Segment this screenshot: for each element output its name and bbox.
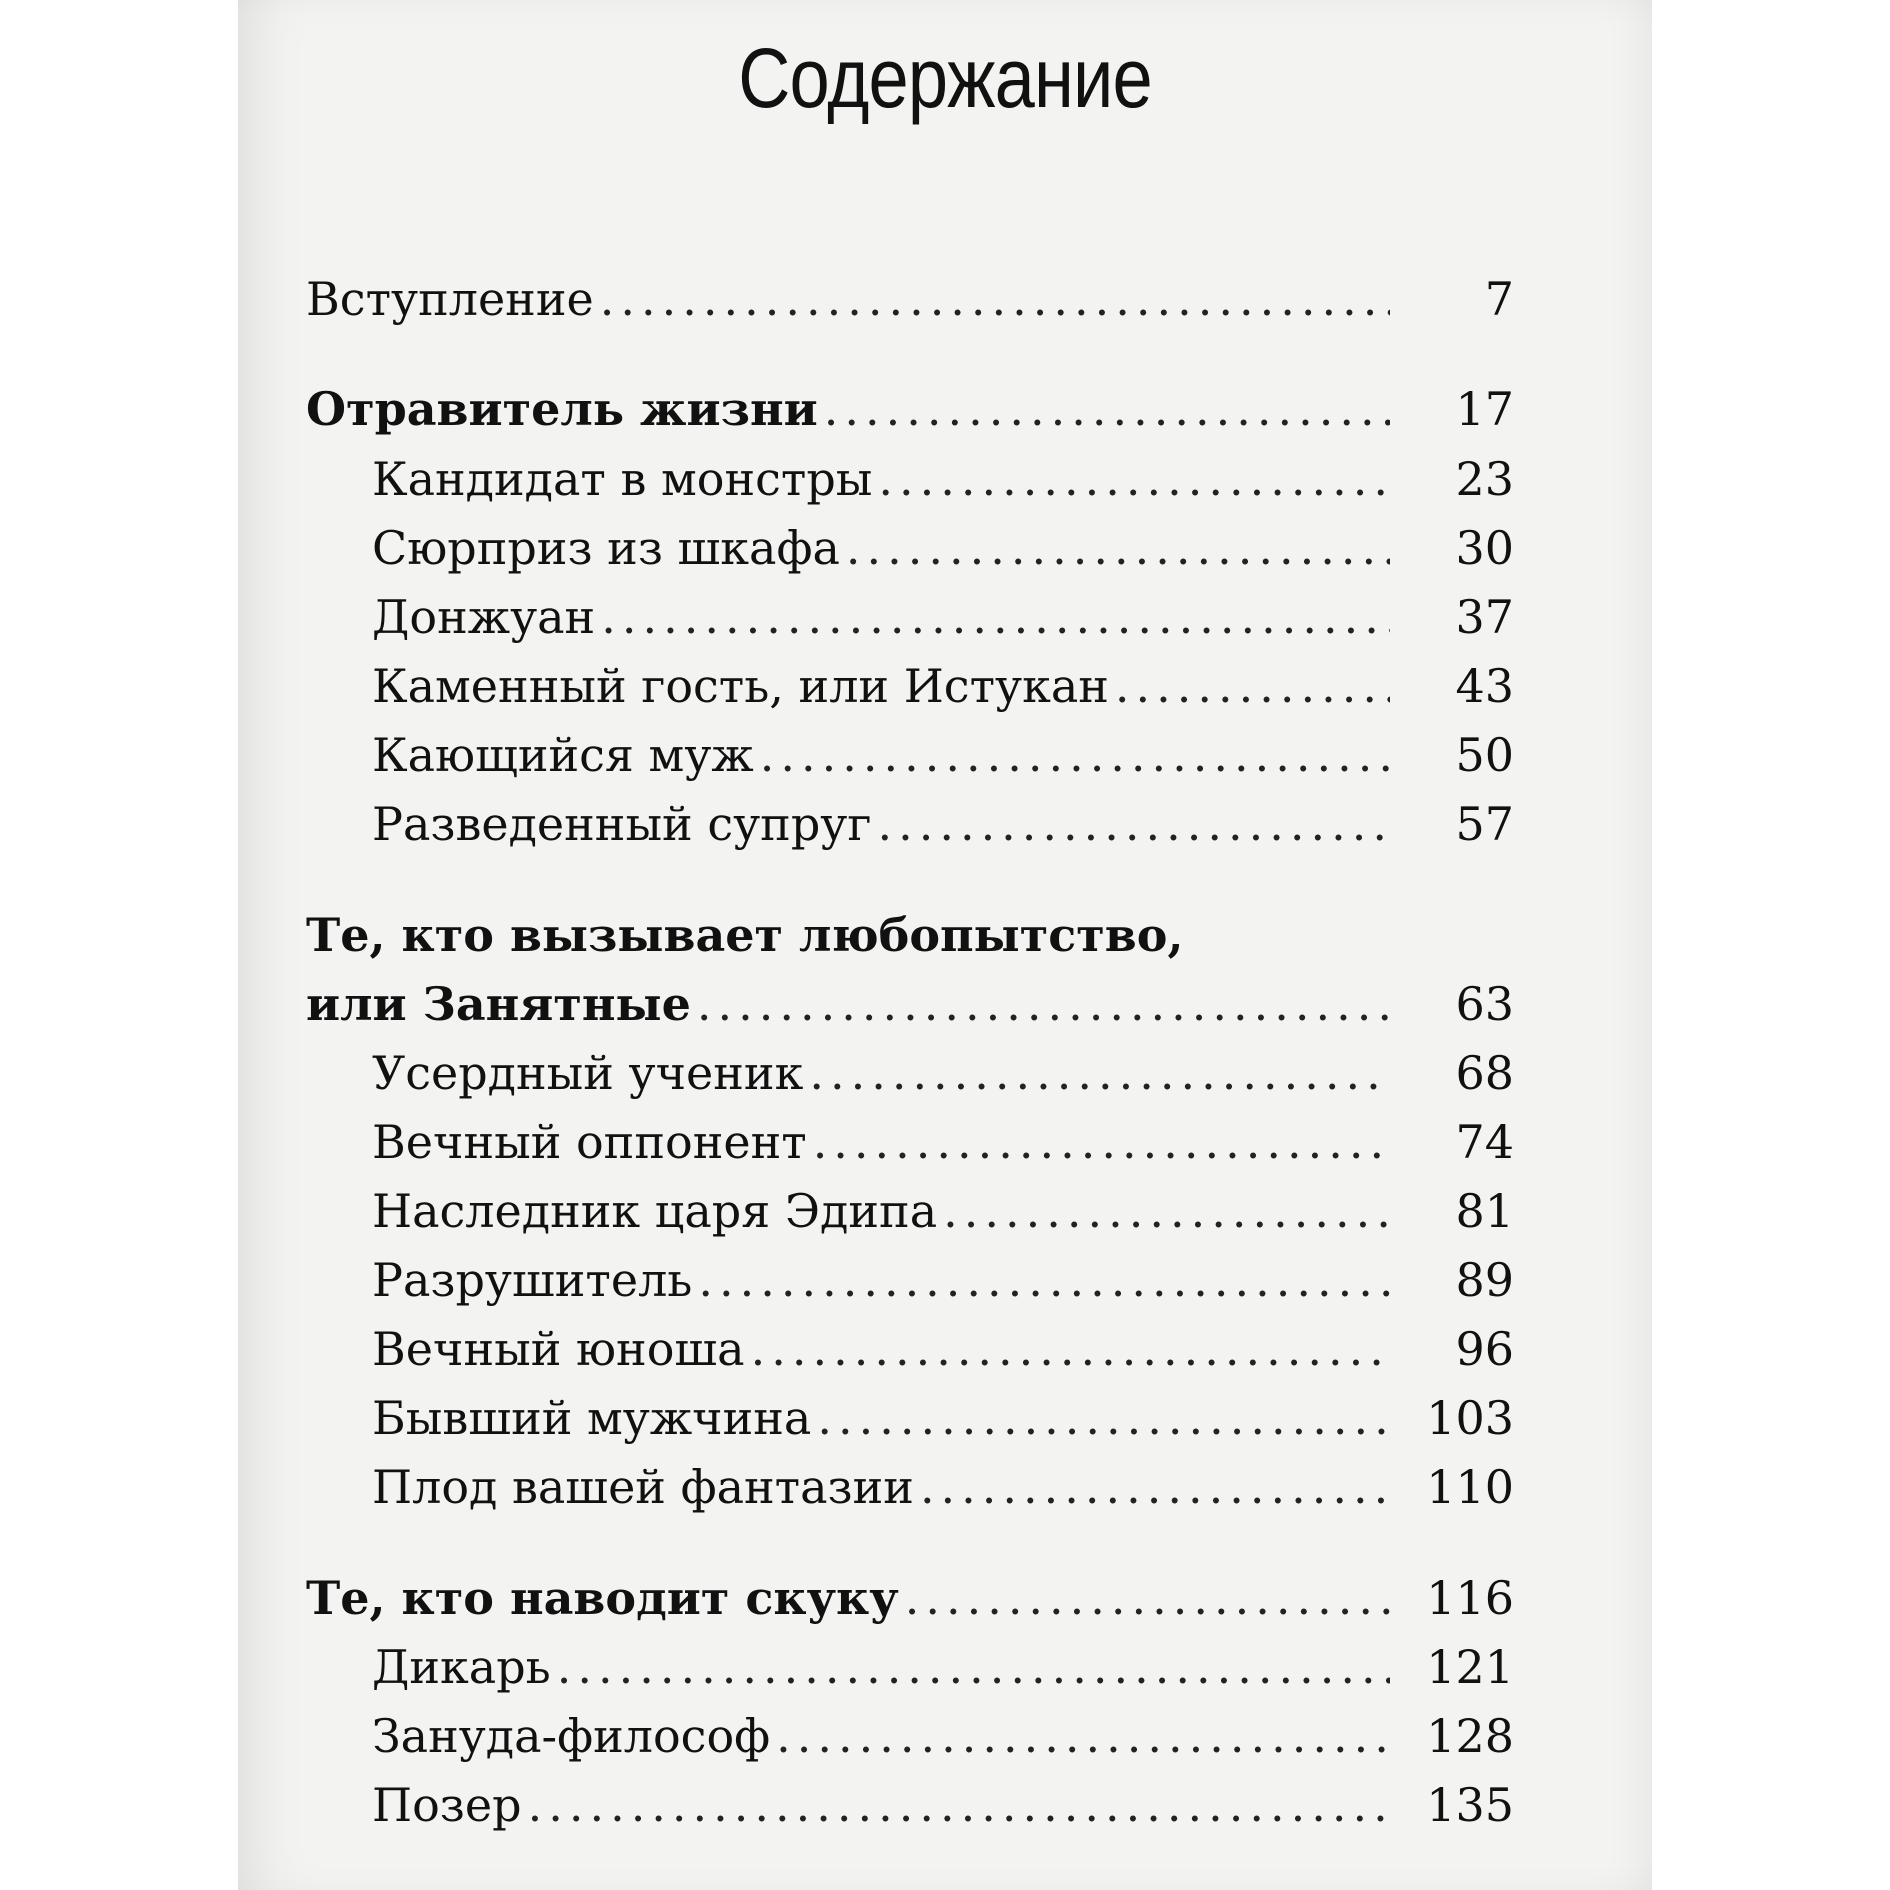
toc-entry[interactable] — [372, 1460, 1514, 1530]
toc-section-heading[interactable] — [306, 1571, 1514, 1641]
toc-entry-label: Позер — [372, 1778, 522, 1832]
toc-entry-label: Каменный гость, или Истукан — [372, 659, 1109, 713]
toc-entry[interactable] — [372, 521, 1514, 591]
toc-entry-label: Сюрприз из шкафа — [372, 521, 840, 575]
toc-page-number: 50 — [1455, 728, 1514, 782]
toc-entry[interactable] — [372, 797, 1514, 867]
dot-leader — [595, 590, 1390, 644]
dot-leader — [803, 1046, 1390, 1100]
toc-entry[interactable] — [372, 452, 1514, 522]
toc-entry-label: Дикарь — [372, 1640, 551, 1694]
toc-entry-label: Бывший мужчина — [372, 1391, 812, 1445]
toc-page-number: 17 — [1455, 382, 1514, 436]
toc-entry-label: Вступление — [306, 272, 594, 326]
toc-section-heading[interactable] — [306, 977, 1514, 1047]
toc-page-number: 30 — [1455, 521, 1514, 575]
dot-leader — [745, 1322, 1390, 1376]
toc-entry[interactable] — [372, 1709, 1514, 1779]
dot-leader — [551, 1640, 1390, 1694]
toc-entry-label: Вечный юноша — [372, 1322, 745, 1376]
toc-page-number: 121 — [1426, 1640, 1514, 1694]
dot-leader — [594, 272, 1390, 326]
dot-leader — [692, 1253, 1390, 1307]
toc-entry-label: Кандидат в монстры — [372, 452, 873, 506]
dot-leader — [1109, 659, 1390, 713]
toc-entry[interactable] — [372, 1391, 1514, 1461]
toc-page-number: 43 — [1455, 659, 1514, 713]
toc-entry[interactable] — [372, 1046, 1514, 1116]
toc-entry-label: Кающийся муж — [372, 728, 754, 782]
toc-entry[interactable] — [372, 1322, 1514, 1392]
dot-leader — [914, 1460, 1390, 1514]
toc-section-label: Отравитель жизни — [306, 382, 818, 436]
dot-leader — [937, 1184, 1390, 1238]
dot-leader — [770, 1709, 1390, 1763]
dot-leader — [818, 382, 1390, 436]
toc-entry-label: Разведенный супруг — [372, 797, 872, 851]
page-title: Содержание — [738, 31, 1152, 125]
toc-page-number: 23 — [1455, 452, 1514, 506]
toc-entry-label: Разрушитель — [372, 1253, 693, 1307]
toc-entry[interactable] — [372, 659, 1514, 729]
toc-page-number: 37 — [1455, 590, 1514, 644]
toc-page-number: 89 — [1455, 1253, 1514, 1307]
toc-entry-label: Зануда-философ — [372, 1709, 771, 1763]
dot-leader — [872, 452, 1390, 506]
toc-section-heading[interactable] — [306, 382, 1514, 452]
toc-page-number: 96 — [1455, 1322, 1514, 1376]
toc-entry[interactable] — [372, 1184, 1514, 1254]
toc-page-number: 81 — [1455, 1184, 1514, 1238]
dot-leader — [522, 1778, 1390, 1832]
toc-entry-label: Вечный оппонент — [372, 1115, 807, 1169]
toc-entry[interactable] — [372, 1640, 1514, 1710]
dot-leader — [840, 521, 1390, 575]
toc-entry-label: Усердный ученик — [372, 1046, 804, 1100]
toc-entry-intro[interactable] — [306, 272, 1514, 342]
toc-section-label: Те, кто вызывает любопытство, — [306, 908, 1184, 962]
dot-leader — [899, 1571, 1390, 1625]
dot-leader — [754, 728, 1390, 782]
toc-entry[interactable] — [372, 1253, 1514, 1323]
toc-page-number: 135 — [1426, 1778, 1514, 1832]
dot-leader — [871, 797, 1390, 851]
toc-page-number: 128 — [1426, 1709, 1514, 1763]
toc-page-number: 110 — [1426, 1460, 1514, 1514]
toc-entry-label: Плод вашей фантазии — [372, 1460, 914, 1514]
toc-page-number: 63 — [1455, 977, 1514, 1031]
book-page — [238, 0, 1652, 1890]
toc-entry-label: Наследник царя Эдипа — [372, 1184, 938, 1238]
dot-leader — [807, 1115, 1390, 1169]
toc-section-label: или Занятные — [306, 977, 691, 1031]
toc-page-number: 116 — [1426, 1571, 1514, 1625]
dot-leader — [811, 1391, 1390, 1445]
toc-section-label: Те, кто наводит скуку — [306, 1571, 899, 1625]
dot-leader — [691, 977, 1390, 1031]
toc-entry[interactable] — [372, 1115, 1514, 1185]
toc-page-number: 68 — [1455, 1046, 1514, 1100]
toc-page-number: 103 — [1426, 1391, 1514, 1445]
toc-entry[interactable] — [372, 728, 1514, 798]
toc-entry[interactable] — [372, 590, 1514, 660]
toc-section-heading-line1 — [306, 908, 1514, 978]
toc-page-number: 7 — [1484, 272, 1514, 326]
toc-entry[interactable] — [372, 1778, 1514, 1848]
toc-page-number: 57 — [1455, 797, 1514, 851]
toc-entry-label: Донжуан — [372, 590, 596, 644]
toc-page-number: 74 — [1455, 1115, 1514, 1169]
